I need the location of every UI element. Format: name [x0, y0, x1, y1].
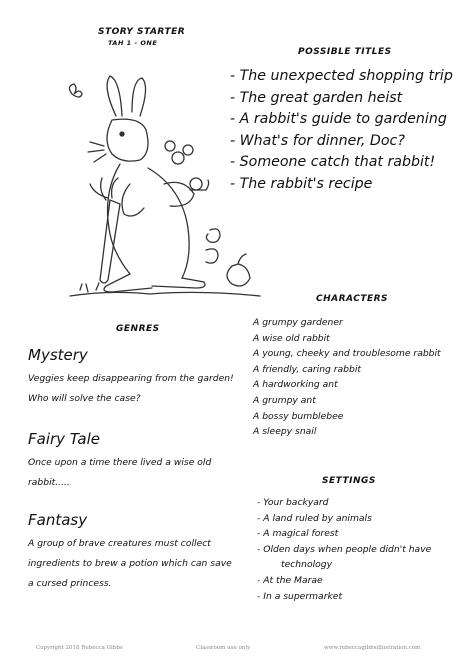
setting-item: - A land ruled by animals: [257, 512, 372, 524]
character-item: A sleepy snail: [253, 426, 317, 438]
setting-item: - Your backyard: [257, 497, 329, 508]
genre-name-mystery: Mystery: [28, 346, 88, 364]
characters-list: [253, 315, 441, 440]
character-item: A grumpy gardener: [253, 317, 343, 328]
setting-item: - At the Marae: [257, 574, 323, 586]
title-item: - The unexpected shopping trip: [230, 68, 453, 84]
setting-item: - A magical forest: [257, 528, 339, 540]
setting-item: - In a supermarket: [257, 590, 343, 602]
character-item: A wise old rabbit: [253, 332, 330, 344]
title-item: - The great garden heist: [230, 89, 403, 106]
settings-list: [257, 495, 431, 604]
genre-desc-fantasy: [28, 534, 253, 594]
character-item: A hardworking ant: [253, 379, 338, 391]
genre-desc-line: Once upon a time there lived a wise old: [28, 457, 212, 468]
genre-name-fantasy: Fantasy: [28, 511, 88, 529]
possible-titles-heading: POSSIBLE TITLES: [298, 47, 392, 57]
story-starter-subtitle: TAH 1 - ONE: [108, 39, 158, 47]
character-item: A young, cheeky and troublesome rabbit: [253, 348, 441, 360]
title-item: - What's for dinner, Doc?: [230, 132, 405, 149]
genre-desc-line: Who will solve the case?: [28, 393, 141, 404]
title-item: - A rabbit's guide to gardening: [230, 111, 447, 128]
genre-desc-line: Veggies keep disappearing from the garden!: [28, 373, 234, 384]
genre-desc-fairy-tale: [28, 453, 248, 493]
setting-item: - Olden days when people didn't have: [257, 543, 432, 555]
genre-desc-line: ingredients to brew a potion which can save: [28, 558, 232, 569]
footer-usage: Classroom use only: [196, 645, 251, 651]
character-item: A friendly, caring rabbit: [253, 363, 362, 375]
settings-heading: SETTINGS: [322, 476, 376, 486]
footer-website: www.rebeccagibbsillustration.com: [324, 645, 421, 651]
characters-heading: CHARACTERS: [316, 294, 389, 304]
genre-desc-line: rabbit.....: [28, 477, 70, 488]
footer-copyright: Copyright 2018 Rebecca Gibbs: [36, 645, 123, 651]
genre-desc-line: A group of brave creatures must collect: [28, 538, 211, 549]
genre-desc-mystery: [28, 369, 248, 409]
title-item: - The rabbit's recipe: [230, 175, 373, 192]
genres-heading: GENRES: [116, 324, 160, 334]
genre-name-fairy-tale: Fairy Tale: [28, 430, 100, 448]
setting-item: technology: [281, 559, 333, 571]
genre-desc-line: a cursed princess.: [28, 578, 112, 589]
story-starter-title: STORY STARTER: [98, 27, 186, 37]
character-item: A grumpy ant: [253, 394, 316, 406]
character-item: A bossy bumblebee: [253, 410, 344, 422]
title-item: - Someone catch that rabbit!: [230, 154, 436, 171]
possible-titles-list: [230, 66, 470, 196]
